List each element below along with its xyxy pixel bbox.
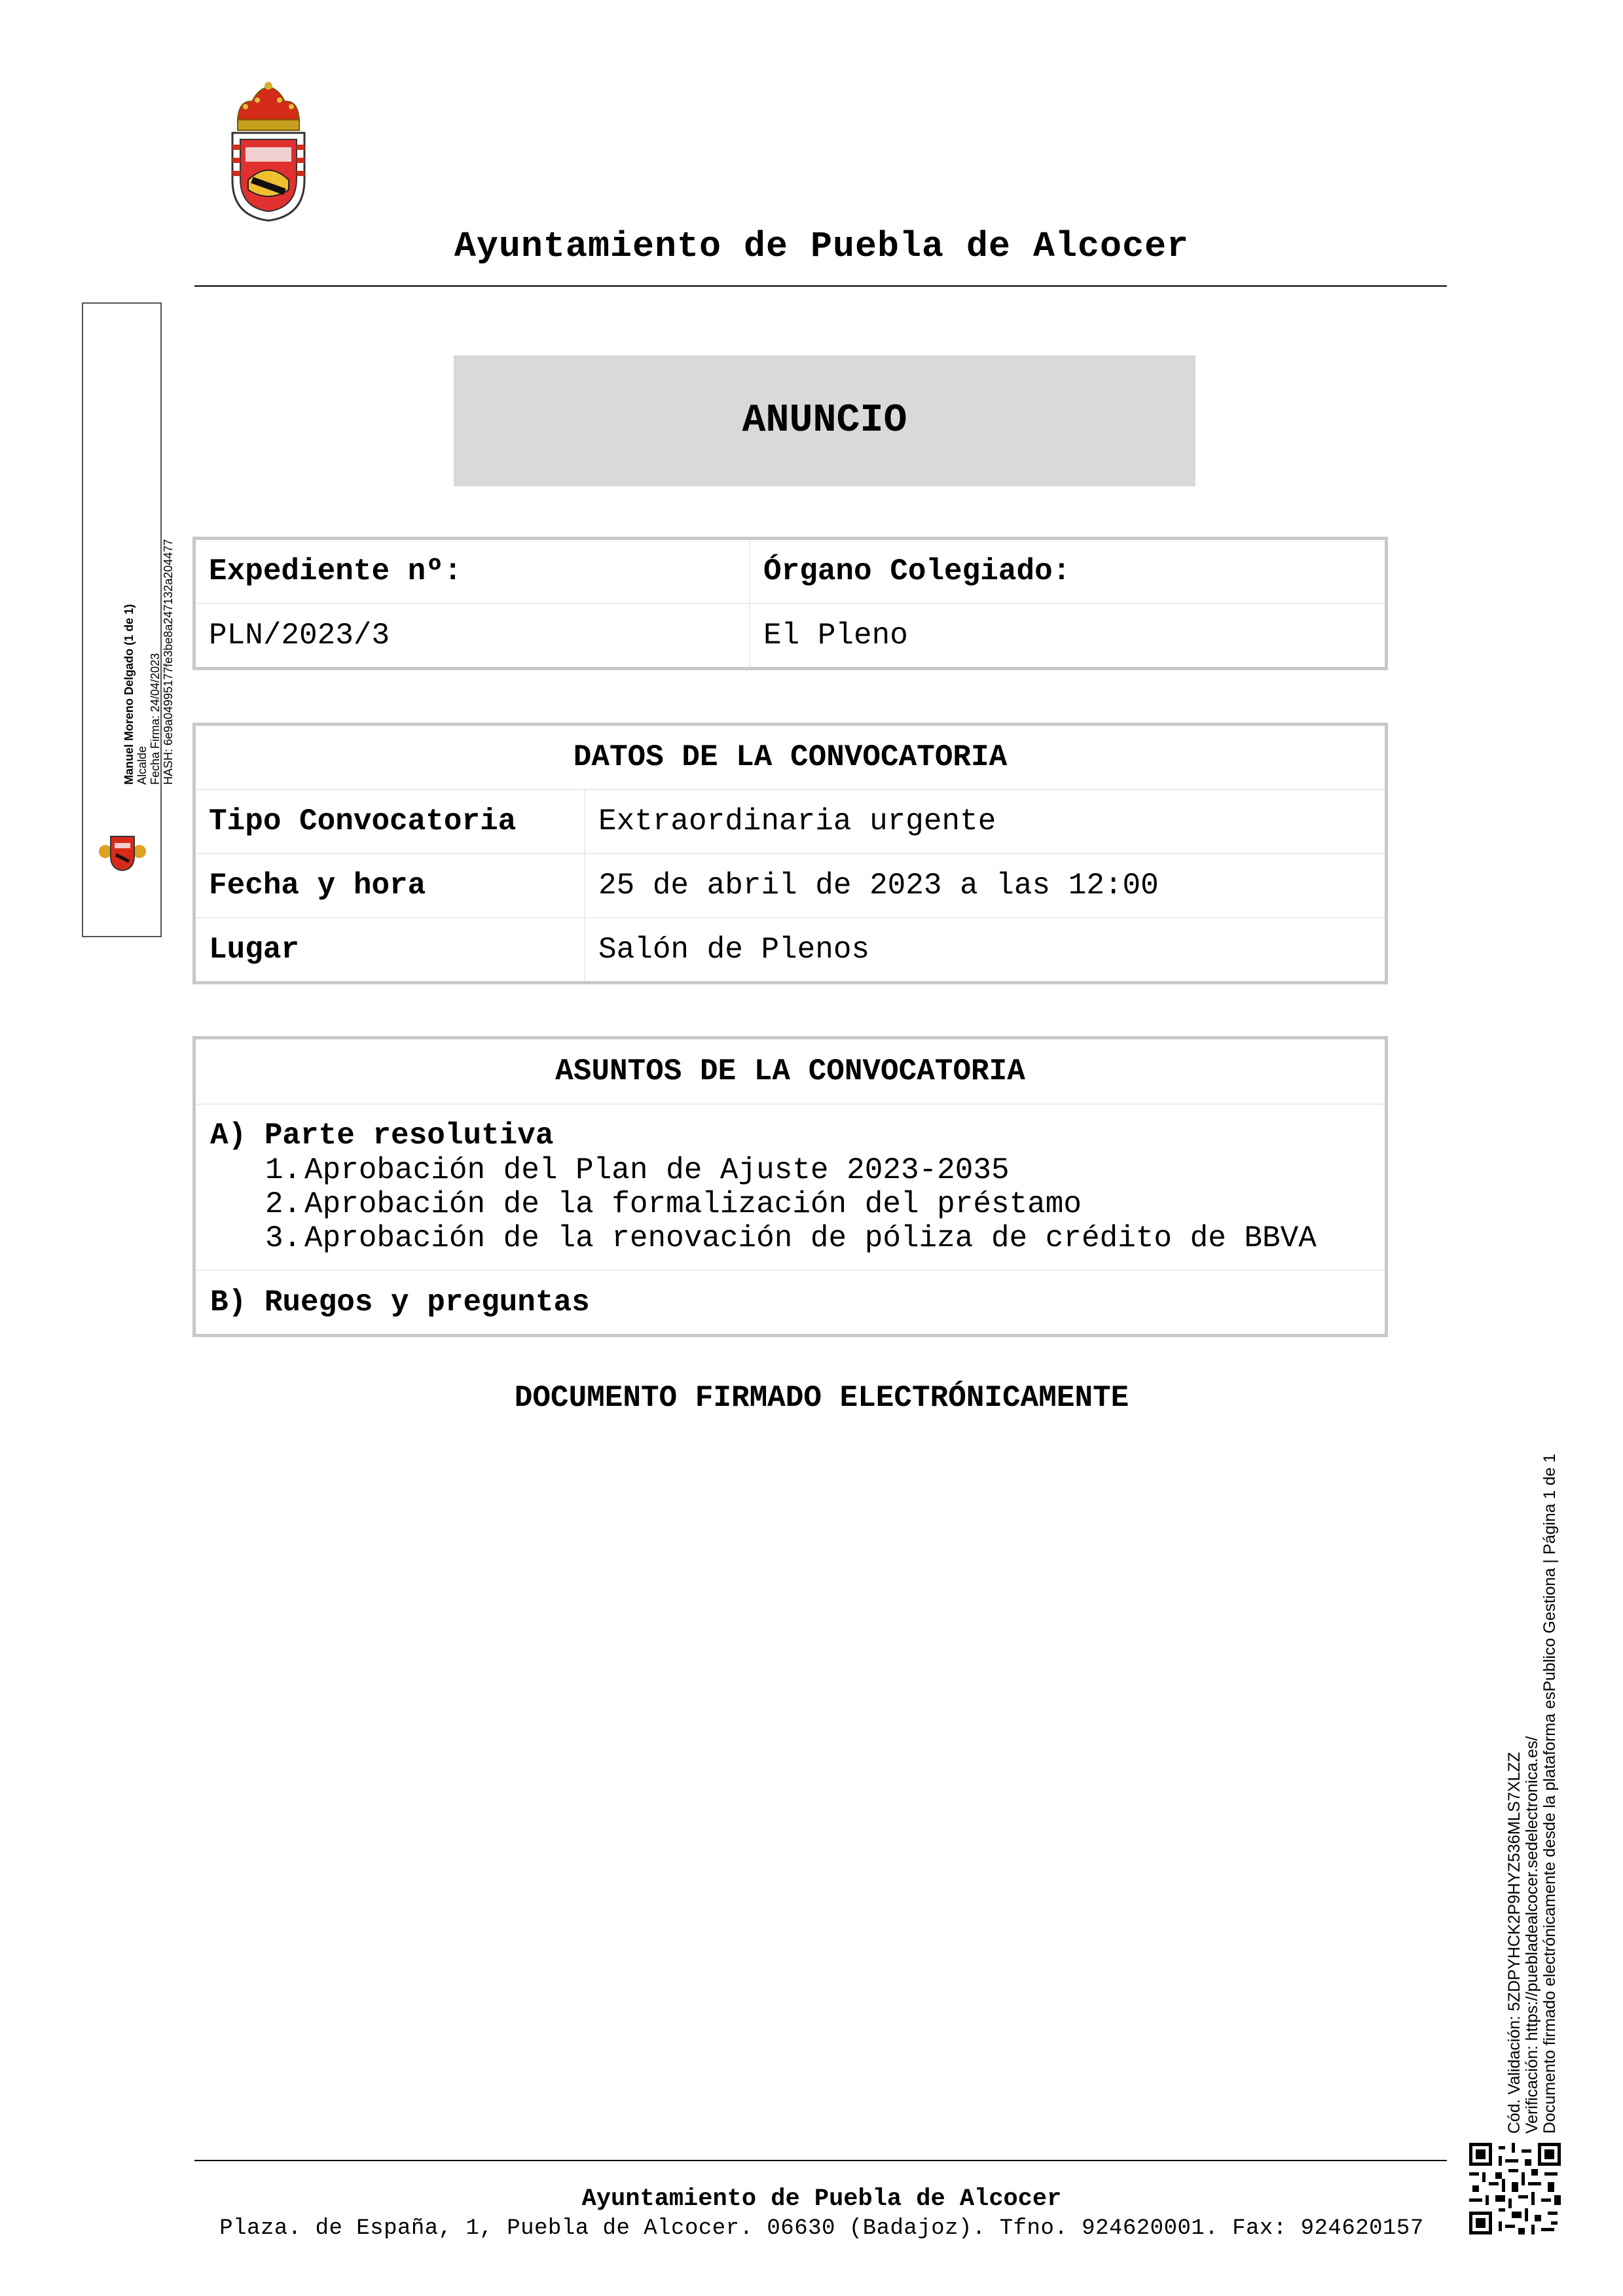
lugar-value: Salón de Plenos <box>585 918 1385 982</box>
expediente-table <box>194 539 1386 668</box>
table-header-row <box>195 725 1385 789</box>
agenda-item-number: 2. <box>265 1187 302 1221</box>
agenda-item-text: Aprobación del Plan de Ajuste 2023-2035 <box>304 1153 1010 1187</box>
agenda-item-text: Aprobación de la renovación de póliza de crédito de BBVA <box>304 1221 1317 1255</box>
table-row <box>195 539 1385 603</box>
list-item <box>210 1153 1370 1187</box>
footer-title: Ayuntamiento de Puebla de Alcocer <box>581 2185 1062 2213</box>
agenda-item-text: Aprobación de la formalización del préstamo <box>304 1187 1082 1221</box>
signature-crest-icon <box>98 831 147 872</box>
verification-url: Verificación: https://puebladealcocer.sedelectronica.es/ <box>1523 1736 1541 2134</box>
section-b-title: B) Ruegos y preguntas <box>195 1270 1385 1335</box>
table-row <box>195 789 1385 853</box>
agenda-item-number: 1. <box>265 1153 302 1187</box>
validation-code: Cód. Validación: 5ZDPYHCK2P9HYZ536MLS7XLZZ <box>1505 1751 1523 2134</box>
agenda-item-number: 3. <box>265 1221 302 1255</box>
firmado-notice: DOCUMENTO FIRMADO ELECTRÓNICAMENTE <box>514 1381 1129 1415</box>
signature-hash: HASH: 6e9a04995177fe3be8a247132a204477 <box>162 539 175 785</box>
table-row <box>195 603 1385 668</box>
lugar-label: Lugar <box>195 918 585 982</box>
signer-name: Manuel Moreno Delgado (1 de 1) <box>122 603 136 785</box>
asuntos-title: ASUNTOS DE LA CONVOCATORIA <box>195 1039 1385 1104</box>
signer-role: Alcalde <box>136 745 149 785</box>
datos-title: DATOS DE LA CONVOCATORIA <box>195 725 1385 789</box>
footer-divider <box>194 2160 1447 2161</box>
qr-code-icon <box>1469 2143 1561 2234</box>
expediente-label: Expediente nº: <box>195 539 750 603</box>
footer-address: Plaza. de España, 1, Puebla de Alcocer. 06630 (Badajoz). Tfno. 924620001. Fax: 924620157 <box>219 2216 1424 2241</box>
header-title: Ayuntamiento de Puebla de Alcocer <box>454 226 1190 267</box>
section-a-cell <box>195 1104 1385 1270</box>
tipo-convocatoria-value: Extraordinaria urgente <box>585 789 1385 853</box>
datos-convocatoria-table <box>194 725 1386 982</box>
list-item <box>210 1187 1370 1221</box>
municipal-crest-logo <box>226 82 311 223</box>
expediente-value: PLN/2023/3 <box>195 603 750 668</box>
list-item <box>210 1221 1370 1255</box>
table-row <box>195 918 1385 982</box>
signature-date: Fecha Firma: 24/04/2023 <box>149 653 162 785</box>
organo-label: Órgano Colegiado: <box>750 539 1385 603</box>
platform-notice: Documento firmado electrónicamente desde la plataforma esPublico Gestiona | Página 1 de 1 <box>1541 1453 1559 2134</box>
organo-value: El Pleno <box>750 603 1385 668</box>
anuncio-title: ANUNCIO <box>742 399 907 443</box>
table-row <box>195 1270 1385 1335</box>
tipo-convocatoria-label: Tipo Convocatoria <box>195 789 585 853</box>
signature-strip <box>82 302 175 937</box>
anuncio-banner <box>454 355 1195 486</box>
agenda-list <box>210 1153 1370 1255</box>
table-row <box>195 853 1385 918</box>
table-header-row <box>195 1039 1385 1104</box>
table-row <box>195 1104 1385 1270</box>
section-a-title: A) Parte resolutiva <box>210 1119 554 1153</box>
fecha-hora-label: Fecha y hora <box>195 853 585 918</box>
fecha-hora-value: 25 de abril de 2023 a las 12:00 <box>585 853 1385 918</box>
header-divider <box>194 285 1447 287</box>
asuntos-convocatoria-table <box>194 1038 1386 1335</box>
